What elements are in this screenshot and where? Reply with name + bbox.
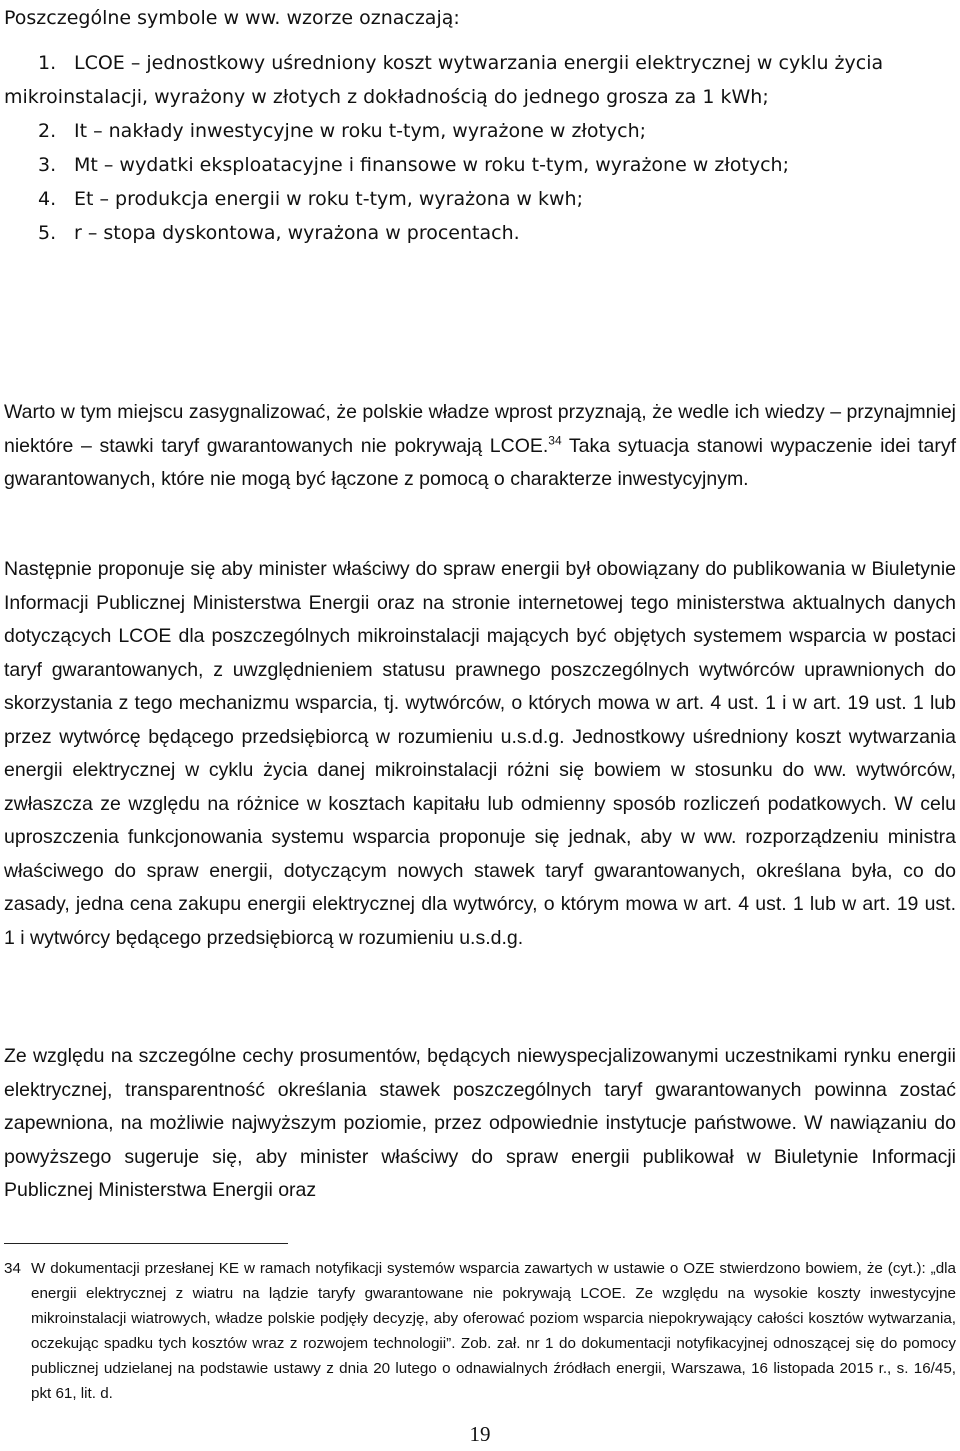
list-item-number: 3. [38,154,57,176]
paragraph-text: Warto w tym miejscu zasygnalizować, że polskie władze wprost przyznają, że wedle ich wiedzy – przynajmniej niektóre – stawki taryf gwarantowanych nie pokrywają LCOE. [4,401,956,457]
list-item-text-continuation: mikroinstalacji, wyrażony w złotych z dokładnością do jednego grosza za 1 kWh; [4,86,769,108]
list-item [4,114,956,148]
footnote-text: W dokumentacji przesłanej KE w ramach notyfikacji systemów wsparcia zawartych w ustawie o OZE stwierdzono bowiem, że (cyt.): „dla energii elektrycznej z wiatru na lądzie taryfy gwarantowane nie pokrywają LCOE. Ze względu na wysokie koszty inwestycyjne mikroinstalacji wiatrowych, władze polskie podjęły decyzję, aby oferować poziom wsparcia niepokrywający całości kosztów wytwarzania, oczekując spadku tych kosztów wraz z rozwojem technologii”. Zob. zał. nr 1 do dokumentacji notyfikacyjnej odnoszącej się do pomocy publicznej udzielanej na podstawie ustawy z dnia 20 lutego o odnawialnych źródłach energii, Warszawa, 16 listopada 2015 r., s. 16/45, pkt 61, lit. d. [31,1260,956,1402]
list-item [4,46,956,114]
symbols-list [4,46,956,250]
symbols-intro: Poszczególne symbole w ww. wzorze oznaczają: [4,7,460,29]
paragraph-transparency: Ze względu na szczególne cechy prosumentów, będących niewyspecjalizowanymi uczestnikami rynku energii elektrycznej, transparentność określania stawek poszczególnych taryf gwarantowanych powinna zostać zapewniona, na możliwie najwyższym poziomie, przez odpowiednie instytucje państwowe. W nawiązaniu do powyższego sugeruje się, aby minister właściwy do spraw energii publikował w Biuletynie Informacji Publicznej Ministerstwa Energii oraz [4,1045,956,1201]
list-item-text: Et – produkcja energii w roku t-tym, wyrażona w kwh; [74,188,583,210]
footnote-number: 34 [4,1260,21,1277]
paragraph-text: Taka sytuacja stanowi wypaczenie idei taryf gwarantowanych, które nie mogą być łączone z pomocą o charakterze inwestycyjnym. [4,434,956,490]
list-item-text: r – stopa dyskontowa, wyrażona w procentach. [74,222,520,244]
list-item-number: 5. [38,222,57,244]
paragraph-publication-proposal: Następnie proponuje się aby minister właściwy do spraw energii był obowiązany do publikowania w Biuletynie Informacji Publicznej Ministerstwa Energii oraz na stronie internetowej tego ministerstwa aktualnych danych dotyczących LCOE dla poszczególnych mikroinstalacji mających być objętych systemem wsparcia w postaci taryf gwarantowanych, z uwzględnieniem statusu prawnego poszczególnych wytwórców uprawnionych do skorzystania z tego mechanizmu wsparcia, tj. wytwórców, o których mowa w art. 4 ust. 1 i w art. 19 ust. 1 lub przez wytwórcę będącego przedsiębiorcą w rozumieniu u.s.d.g. Jednostkowy uśredniony koszt wytwarzania energii elektrycznej w cyklu życia danej mikroinstalacji różni się bowiem w stosunku do ww. wytwórców, zwłaszcza ze względu na różnice w kosztach kapitału lub odmienny sposób rozliczeń podatkowych. W celu uproszczenia funkcjonowania systemu wsparcia proponuje się jednak, aby w ww. rozporządzeniu ministra właściwego do spraw energii, dotyczącym nowych stawek taryf gwarantowanych, określana była, co do zasady, jedna cena zakupu energii elektrycznej dla wytwórcy, o którym mowa w art. 4 ust. 1 lub w art. 19 ust. 1 i wytwórcy będącego przedsiębiorcą w rozumieniu u.s.d.g. [4,558,956,949]
footnote [4,1256,956,1406]
list-item-number: 2. [38,120,57,142]
list-item-number: 4. [38,188,57,210]
list-item [4,216,956,250]
list-item [4,182,956,216]
list-item [4,148,956,182]
page-number: 19 [469,1422,491,1446]
list-item-text: LCOE – jednostkowy uśredniony koszt wytwarzania energii elektrycznej w cyklu życia [74,52,884,74]
list-item-number: 1. [38,52,57,74]
footnote-reference[interactable]: 34 [548,433,562,447]
paragraph-lcoe-note [4,396,956,497]
footnote-separator [4,1243,288,1244]
list-item-text: It – nakłady inwestycyjne w roku t-tym, wyrażone w złotych; [74,120,647,142]
list-item-text: Mt – wydatki eksploatacyjne i finansowe w roku t-tym, wyrażone w złotych; [74,154,789,176]
